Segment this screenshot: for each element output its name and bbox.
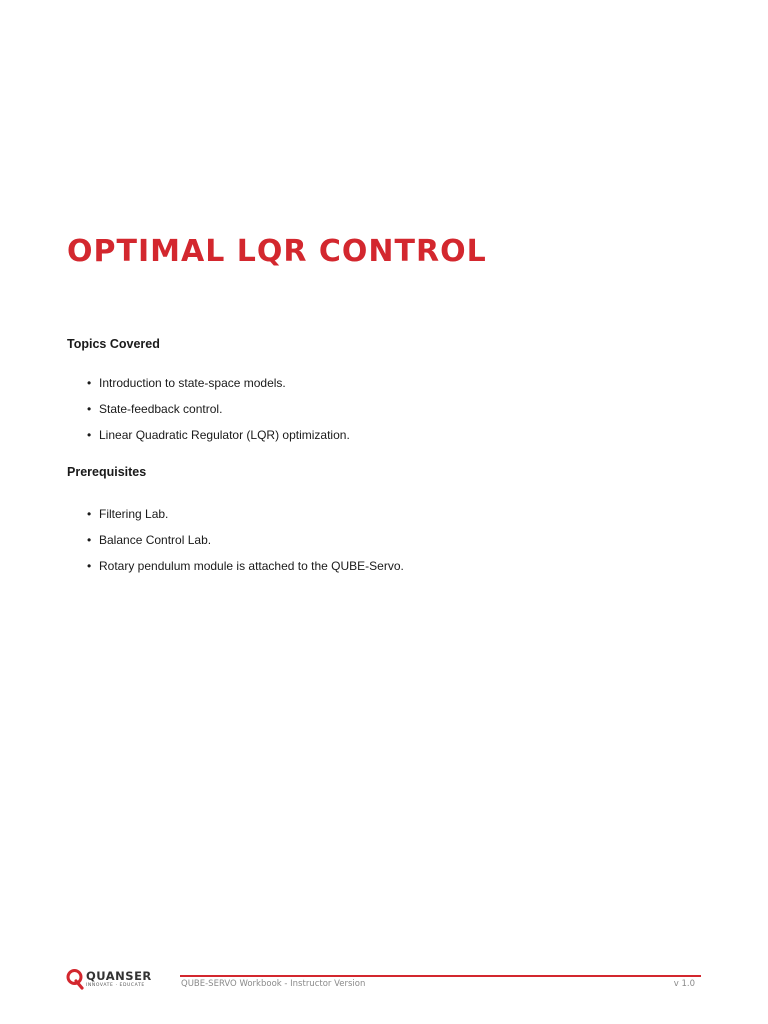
list-item-text: Linear Quadratic Regulator (LQR) optimization. (99, 428, 350, 442)
list-item (87, 428, 350, 454)
bullet-dot-icon: • (87, 402, 92, 416)
prerequisites-heading: Prerequisites (67, 465, 147, 479)
prerequisites-list (87, 507, 404, 585)
list-item (87, 533, 404, 559)
bullet-dot-icon: • (87, 533, 92, 547)
list-item-text: Introduction to state-space models. (99, 376, 286, 390)
list-item-text: Balance Control Lab. (99, 533, 212, 547)
bullet-dot-icon: • (87, 559, 92, 573)
bullet-dot-icon: • (87, 376, 92, 390)
list-item-text: State-feedback control. (99, 402, 223, 416)
quanser-q-logo-icon (66, 968, 84, 990)
topics-covered-heading: Topics Covered (67, 337, 160, 351)
quanser-logo (66, 968, 156, 992)
list-item (87, 507, 404, 533)
footer-divider (180, 975, 701, 977)
list-item (87, 376, 350, 402)
list-item-text: Filtering Lab. (99, 507, 169, 521)
list-item (87, 402, 350, 428)
footer-document-label: QUBE-SERVO Workbook - Instructor Version (181, 979, 366, 989)
page-title: OPTIMAL LQR CONTROL (67, 234, 487, 269)
list-item (87, 559, 404, 585)
bullet-dot-icon: • (87, 507, 92, 521)
list-item-text: Rotary pendulum module is attached to the QUBE-Servo. (99, 559, 404, 573)
bullet-dot-icon: • (87, 428, 92, 442)
logo-wordmark: QUANSER (86, 969, 152, 983)
footer-version: v 1.0 (673, 979, 695, 989)
logo-tagline: INNOVATE · EDUCATE (86, 983, 145, 988)
topics-list (87, 376, 350, 454)
